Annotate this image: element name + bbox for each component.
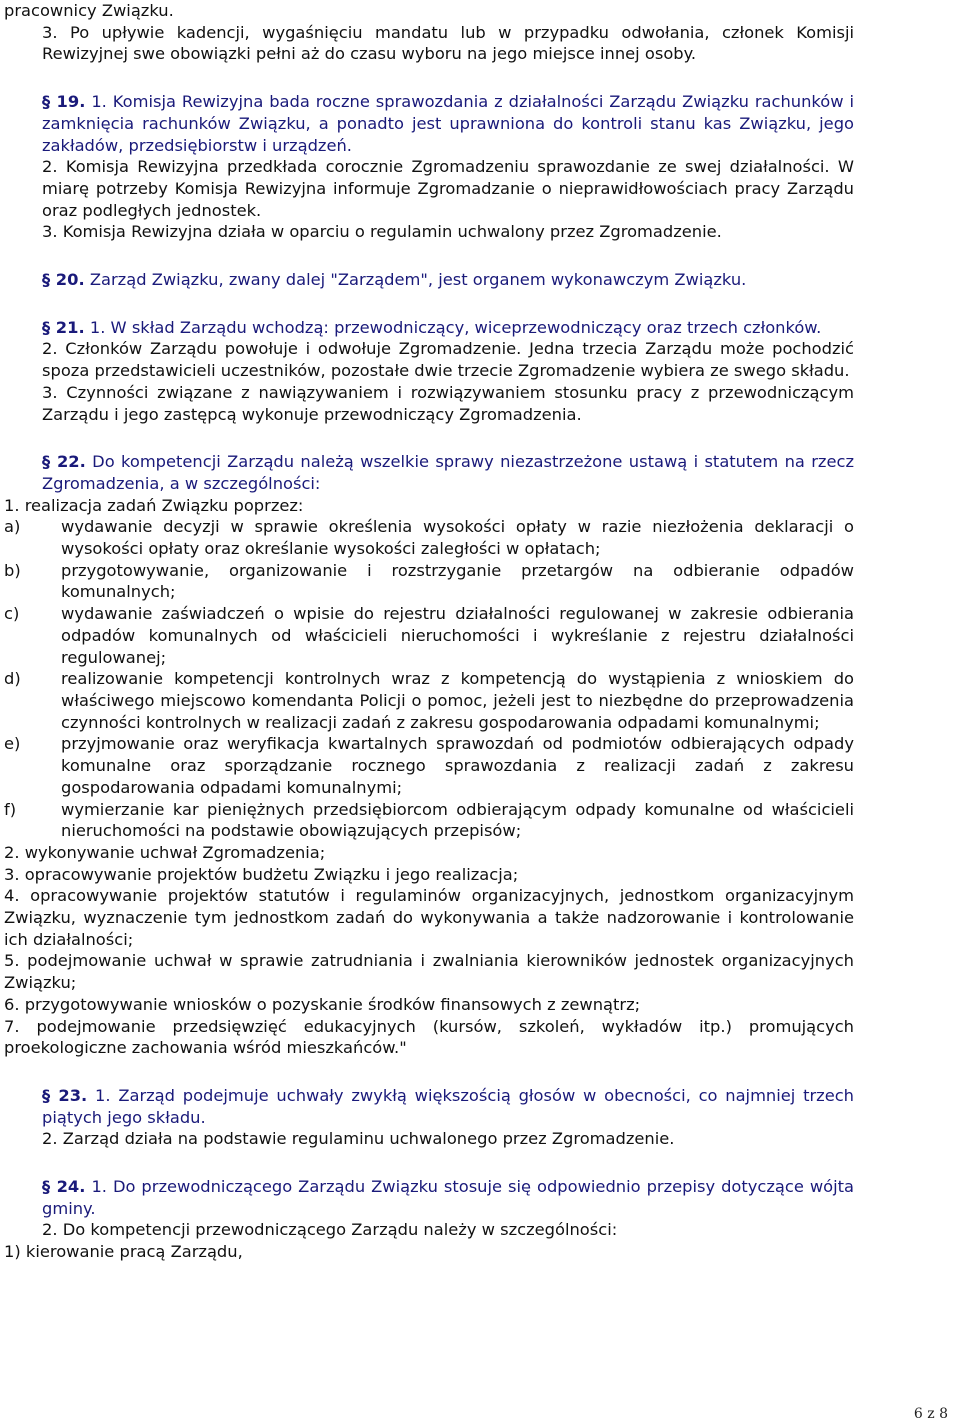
paragraph: pracownicy Związku. bbox=[4, 1, 174, 20]
section-22 bbox=[4, 451, 854, 494]
item-text: przyjmowanie oraz weryfikacja kwartalnych sprawozdań od podmiotów odbierających odpady komunalne oraz sporządzanie rocznego sprawozdania z realizacji zadań z zakresu gospodarowania odpadami komunalnymi; bbox=[61, 734, 854, 797]
list-item: 3. opracowywanie projektów budżetu Związku i jego realizacja; bbox=[4, 864, 519, 884]
paragraph: 2. Do kompetencji przewodniczącego Zarządu należy w szczególności: bbox=[42, 1220, 618, 1240]
list-item bbox=[4, 733, 854, 798]
section-heading: § 19. bbox=[42, 92, 86, 112]
paragraph: 1. Komisja Rewizyjna bada roczne sprawozdania z działalności Zarządu Związku rachunków i zamknięcia rachunków Związku, a ponadto jest uprawniona do kontroli stanu kas Związku, jego zakładów, przedsiębiorstw i urządzeń. bbox=[42, 92, 854, 155]
item-text: wydawanie decyzji w sprawie określenia wysokości opłaty w razie niezłożenia deklaracji o wysokości opłaty oraz określanie wysokości zaległości w opłatach; bbox=[61, 517, 854, 559]
item-label: c) bbox=[4, 604, 20, 624]
item-label: a) bbox=[4, 517, 21, 537]
list-item bbox=[4, 603, 854, 668]
item-label: e) bbox=[4, 734, 21, 754]
section-heading: § 22. bbox=[42, 452, 86, 472]
paragraph: 3. Po upływie kadencji, wygaśnięciu mandatu lub w przypadku odwołania, członek Komisji Rewizyjnej swe obowiązki pełni aż do czasu wyboru na jego miejsce innej osoby. bbox=[42, 22, 854, 64]
section-23 bbox=[4, 1085, 854, 1128]
list-item: 2. wykonywanie uchwał Zgromadzenia; bbox=[4, 842, 326, 862]
paragraph: 1. W skład Zarządu wchodzą: przewodniczący, wiceprzewodniczący oraz trzech członków. bbox=[89, 317, 822, 337]
list-item: 1) kierowanie pracą Zarządu, bbox=[4, 1242, 243, 1262]
paragraph: 1. Zarząd podejmuje uchwały zwykłą większością głosów w obecności, co najmniej trzech piątych jego składu. bbox=[42, 1085, 854, 1127]
paragraph: 2. Komisja Rewizyjna przedkłada corocznie Zgromadzeniu sprawozdanie ze swej działalności. W miarę potrzeby Komisja Rewizyjna informuje Zgromadzanie o nieprawidłowościach pracy Zarządu oraz podległych jednostek. bbox=[42, 157, 854, 220]
section-24 bbox=[4, 1176, 854, 1219]
section-heading: § 20. bbox=[42, 270, 85, 290]
section-19 bbox=[4, 91, 854, 156]
item-text: realizowanie kompetencji kontrolnych wraz z kompetencją do wystąpienia z wnioskiem do właściwego miejscowo komendanta Policji o pomoc, jeżeli jest to niezbędne do przeprowadzenia czynności kontrolnych w realizacji zadań z zakresu gospodarowania odpadami komunalnymi; bbox=[61, 669, 854, 732]
list-item bbox=[4, 516, 854, 559]
list-item: 5. podejmowanie uchwał w sprawie zatrudniania i zwalniania kierowników jednostek organizacyjnych Związku; bbox=[4, 951, 854, 993]
section-21 bbox=[4, 317, 854, 339]
list-item bbox=[4, 668, 854, 733]
section-heading: § 21. bbox=[42, 317, 85, 337]
paragraph: 2. Członków Zarządu powołuje i odwołuje Zgromadzenie. Jedna trzecia Zarządu może pochodzić spoza przedstawicieli uczestników, pozostałe dwie trzecie Zgromadzenie wybiera ze swego składu. bbox=[42, 339, 854, 381]
section-heading: § 23. bbox=[42, 1085, 88, 1105]
item-text: wymierzanie kar pieniężnych przedsiębiorcom odbierającym odpady komunalne od właścicieli nieruchomości na podstawie obowiązujących przepisów; bbox=[61, 799, 854, 841]
paragraph: 3. Czynności związane z nawiązywaniem i rozwiązywaniem stosunku pracy z przewodniczącym Zarządu i jego zastępcą wykonuje przewodniczący Zgromadzenia. bbox=[42, 382, 854, 424]
list-item: 4. opracowywanie projektów statutów i regulaminów organizacyjnych, jednostkom organizacyjnym Związku, wyznaczenie tym jednostkom zadań do wykonywania a także nadzorowanie i kontrolowanie ich działalności; bbox=[4, 886, 854, 949]
item-text: wydawanie zaświadczeń o wpisie do rejestru działalności regulowanej w zakresie odbierania odpadów komunalnych od właścicieli nieruchomości i wykreślanie z rejestru działalności regulowanej; bbox=[61, 604, 854, 667]
item-label: b) bbox=[4, 560, 21, 580]
item-label: d) bbox=[4, 669, 21, 689]
page-number: 6 z 8 bbox=[913, 1406, 948, 1422]
paragraph: 3. Komisja Rewizyjna działa w oparciu o regulamin uchwalony przez Zgromadzenie. bbox=[42, 222, 722, 242]
sub-list bbox=[4, 516, 854, 842]
item-label: f) bbox=[4, 799, 17, 819]
list-item: 1. realizacja zadań Związku poprzez: bbox=[4, 495, 304, 515]
list-item bbox=[4, 560, 854, 603]
paragraph: 2. Zarząd działa na podstawie regulaminu uchwalonego przez Zgromadzenie. bbox=[42, 1129, 675, 1149]
section-20 bbox=[4, 269, 854, 291]
paragraph: Zarząd Związku, zwany dalej "Zarządem", jest organem wykonawczym Związku. bbox=[89, 270, 747, 290]
section-heading: § 24. bbox=[42, 1177, 86, 1197]
paragraph: Do kompetencji Zarządu należą wszelkie sprawy niezastrzeżone ustawą i statutem na rzecz Zgromadzenia, a w szczególności: bbox=[42, 452, 854, 493]
list-item bbox=[4, 799, 854, 842]
paragraph: 1. Do przewodniczącego Zarządu Związku stosuje się odpowiednio przepisy dotyczące wójta gminy. bbox=[42, 1177, 854, 1218]
item-text: przygotowywanie, organizowanie i rozstrzyganie przetargów na odbieranie odpadów komunalnych; bbox=[61, 560, 854, 602]
list-item: 7. podejmowanie przedsięwzięć edukacyjnych (kursów, szkoleń, wykładów itp.) promujących proekologiczne zachowania wśród mieszkańców." bbox=[4, 1016, 854, 1058]
list-item: 6. przygotowywanie wniosków o pozyskanie środków finansowych z zewnątrz; bbox=[4, 994, 641, 1014]
document-page bbox=[4, 0, 854, 1263]
